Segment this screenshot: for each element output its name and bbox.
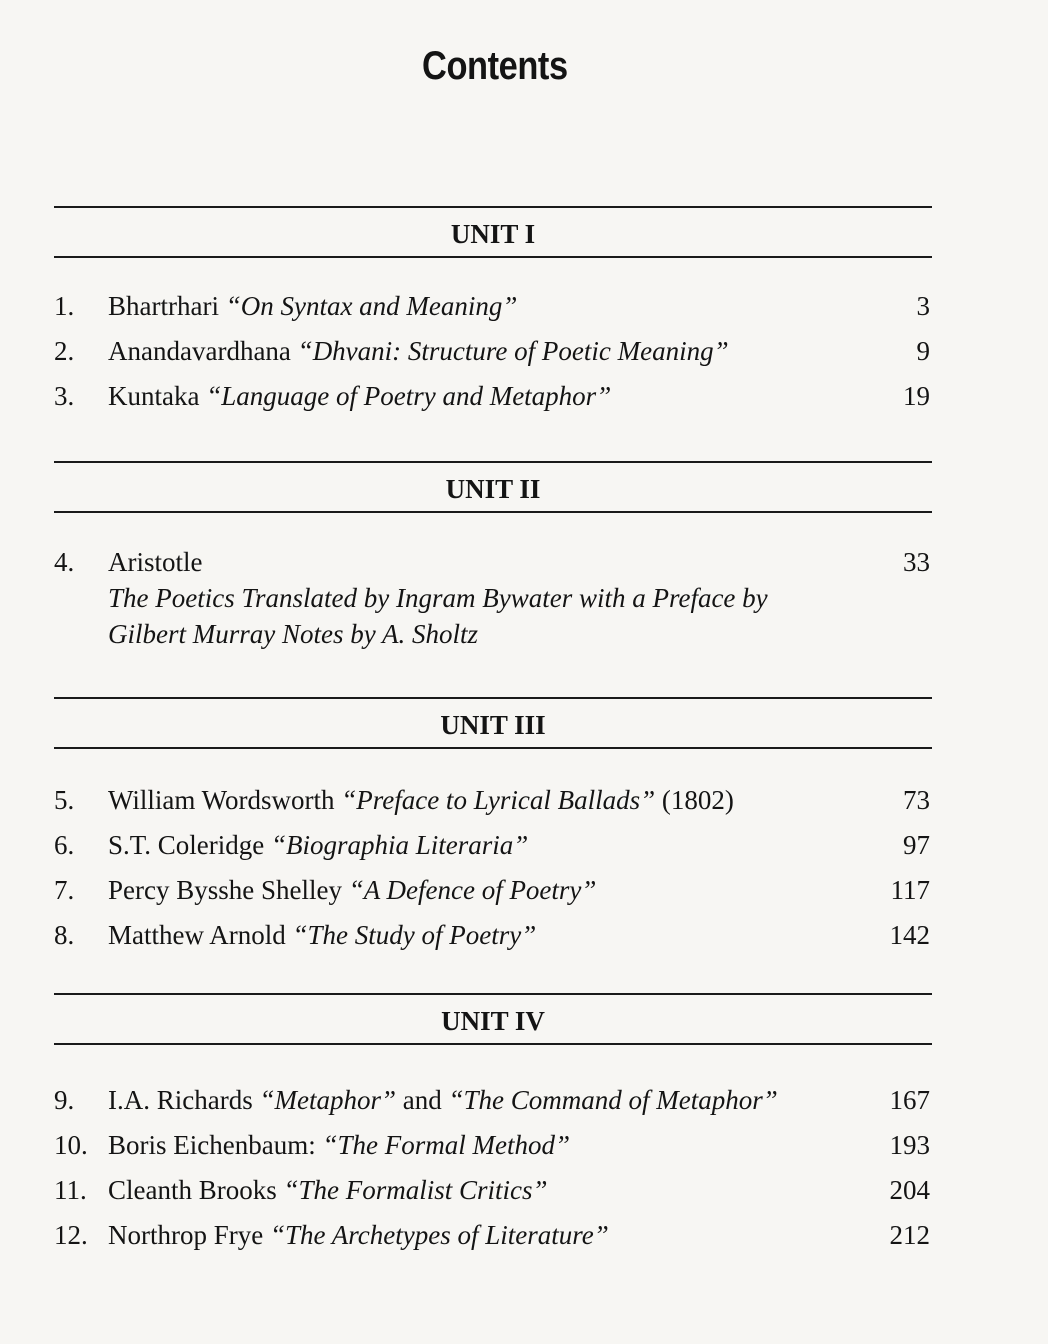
entry-work: “Biographia Literaria” [270, 830, 529, 860]
unit-heading-3 [54, 697, 932, 749]
unit-label: UNIT III [440, 709, 546, 740]
entry-work-line-2: Gilbert Murray Notes by A. Sholtz [108, 619, 478, 649]
unit-label: UNIT II [445, 473, 541, 504]
entry-author: Aristotle [108, 547, 203, 577]
entry-page: 142 [889, 920, 930, 950]
entry-author: Kuntaka [108, 381, 207, 411]
entry-work-line-1: The Poetics Translated by Ingram Bywater with a Preface by [108, 583, 768, 613]
entry-number: 3. [54, 381, 75, 411]
entry-work-2: “The Command of Metaphor” [448, 1085, 778, 1115]
entry-page: 204 [889, 1175, 930, 1205]
entry-work: “The Study of Poetry” [292, 920, 537, 950]
entry-number: 12. [54, 1220, 88, 1250]
entry-page: 33 [903, 547, 930, 577]
entry-number: 8. [54, 920, 75, 950]
page-title: Contents [422, 44, 568, 88]
unit-heading-1 [54, 206, 932, 258]
entry-number: 10. [54, 1130, 88, 1160]
entry-page: 19 [903, 381, 930, 411]
entry-page: 9 [916, 336, 930, 366]
entry-work: “On Syntax and Meaning” [225, 291, 518, 321]
entry-year: (1802) [655, 785, 734, 815]
unit-heading-4 [54, 993, 932, 1045]
entry-work: “The Archetypes of Literature” [269, 1220, 609, 1250]
unit-heading-2 [54, 461, 932, 513]
entry-work: “Language of Poetry and Metaphor” [206, 381, 612, 411]
unit-label: UNIT I [450, 218, 536, 249]
entry-author: Matthew Arnold [108, 920, 293, 950]
entry-author: Cleanth Brooks [108, 1175, 284, 1205]
entry-work: “Metaphor” [259, 1085, 396, 1115]
entry-author: I.A. Richards [108, 1085, 260, 1115]
entry-author: Boris Eichenbaum: [108, 1130, 323, 1160]
entry-author: S.T. Coleridge [108, 830, 271, 860]
entry-work: “Preface to Lyrical Ballads” [341, 785, 656, 815]
entry-page: 212 [889, 1220, 930, 1250]
entry-page: 73 [903, 785, 930, 815]
entry-work: “Dhvani: Structure of Poetic Meaning” [297, 336, 729, 366]
entry-page: 167 [889, 1085, 930, 1115]
entry-author: William Wordsworth [108, 785, 342, 815]
entry-page: 3 [916, 291, 930, 321]
entry-conjunction: and [396, 1085, 449, 1115]
entry-author: Anandavardhana [108, 336, 298, 366]
entry-author: Northrop Frye [108, 1220, 270, 1250]
entry-work: “The Formalist Critics” [283, 1175, 548, 1205]
entry-number: 5. [54, 785, 75, 815]
entry-author: Percy Bysshe Shelley [108, 875, 349, 905]
entry-number: 7. [54, 875, 75, 905]
entry-work: “The Formal Method” [322, 1130, 570, 1160]
entry-number: 4. [54, 547, 75, 577]
entry-number: 9. [54, 1085, 75, 1115]
entry-page: 97 [903, 830, 930, 860]
entry-number: 6. [54, 830, 75, 860]
entry-number: 1. [54, 291, 75, 321]
entry-number: 2. [54, 336, 75, 366]
entry-page: 117 [890, 875, 930, 905]
entry-number: 11. [54, 1175, 87, 1205]
entry-page: 193 [889, 1130, 930, 1160]
unit-label: UNIT IV [441, 1005, 545, 1036]
entry-author: Bhartrhari [108, 291, 226, 321]
entry-work: “A Defence of Poetry” [348, 875, 597, 905]
